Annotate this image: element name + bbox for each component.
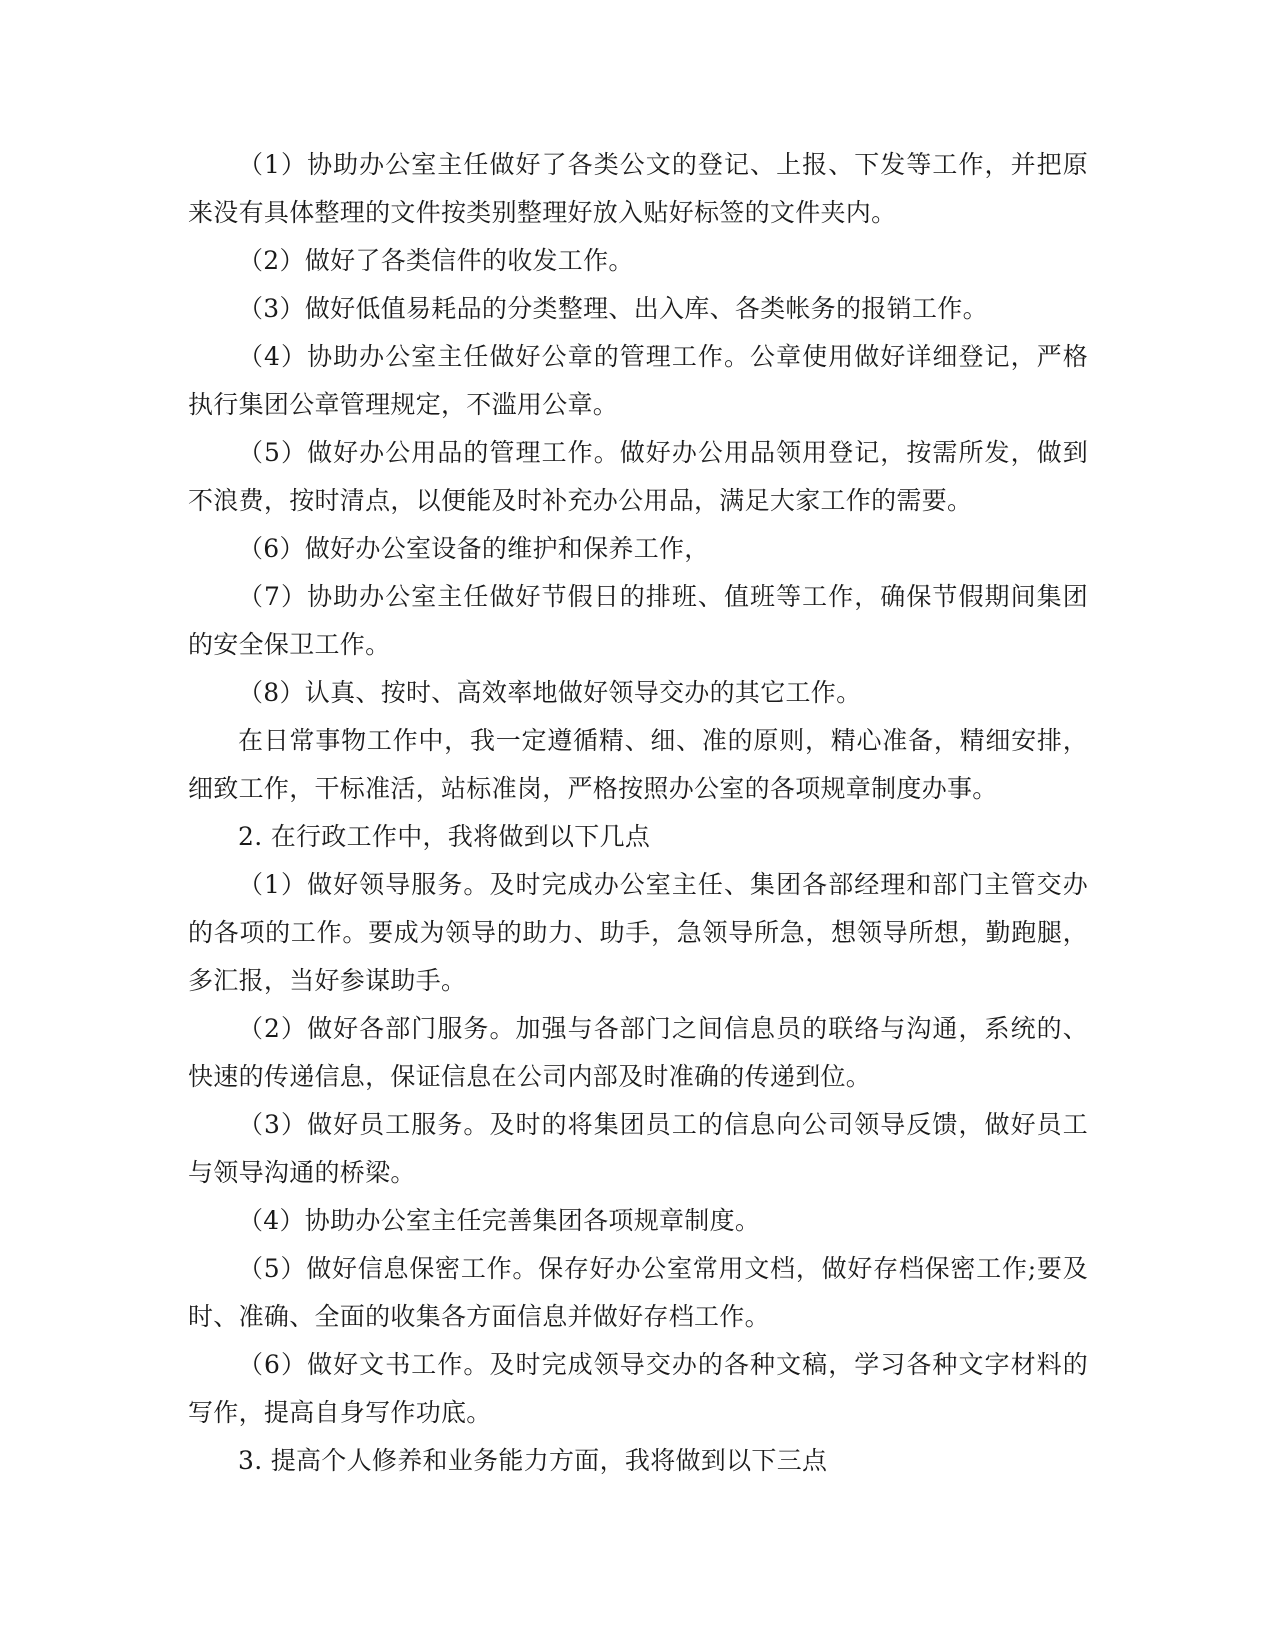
paragraph: （1）做好领导服务。及时完成办公室主任、集团各部经理和部门主管交办的各项的工作。要成为领导的助力、助手，急领导所急，想领导所想，勤跑腿，多汇报，当好参谋助手。 (188, 870, 1088, 995)
paragraph: （5）做好办公用品的管理工作。做好办公用品领用登记，按需所发，做到不浪费，按时清点，以便能及时补充办公用品，满足大家工作的需要。 (188, 438, 1088, 515)
paragraph: （3）做好员工服务。及时的将集团员工的信息向公司领导反馈，做好员工与领导沟通的桥梁。 (188, 1110, 1088, 1187)
paragraph: （7）协助办公室主任做好节假日的排班、值班等工作，确保节假期间集团的安全保卫工作。 (188, 582, 1088, 659)
paragraph: （5）做好信息保密工作。保存好办公室常用文档，做好存档保密工作;要及时、准确、全面的收集各方面信息并做好存档工作。 (188, 1254, 1088, 1331)
paragraph: 在日常事物工作中，我一定遵循精、细、准的原则，精心准备，精细安排，细致工作，干标准活，站标准岗，严格按照办公室的各项规章制度办事。 (188, 726, 1088, 803)
section-heading: 2. 在行政工作中，我将做到以下几点 (238, 822, 651, 851)
paragraph: （1）协助办公室主任做好了各类公文的登记、上报、下发等工作，并把原来没有具体整理的文件按类别整理好放入贴好标签的文件夹内。 (188, 150, 1088, 227)
section-heading: 3. 提高个人修养和业务能力方面，我将做到以下三点 (238, 1446, 828, 1475)
document-body (188, 141, 1088, 1485)
paragraph: （2）做好各部门服务。加强与各部门之间信息员的联络与沟通，系统的、快速的传递信息，保证信息在公司内部及时准确的传递到位。 (188, 1014, 1088, 1091)
paragraph: （4）协助办公室主任做好公章的管理工作。公章使用做好详细登记，严格执行集团公章管理规定，不滥用公章。 (188, 342, 1088, 419)
paragraph: （4）协助办公室主任完善集团各项规章制度。 (238, 1206, 761, 1235)
paragraph: （3）做好低值易耗品的分类整理、出入库、各类帐务的报销工作。 (238, 294, 988, 323)
paragraph: （2）做好了各类信件的收发工作。 (238, 246, 634, 275)
paragraph: （8）认真、按时、高效率地做好领导交办的其它工作。 (238, 678, 862, 707)
paragraph: （6）做好办公室设备的维护和保养工作， (238, 534, 710, 563)
paragraph: （6）做好文书工作。及时完成领导交办的各种文稿，学习各种文字材料的写作，提高自身写作功底。 (188, 1350, 1088, 1427)
